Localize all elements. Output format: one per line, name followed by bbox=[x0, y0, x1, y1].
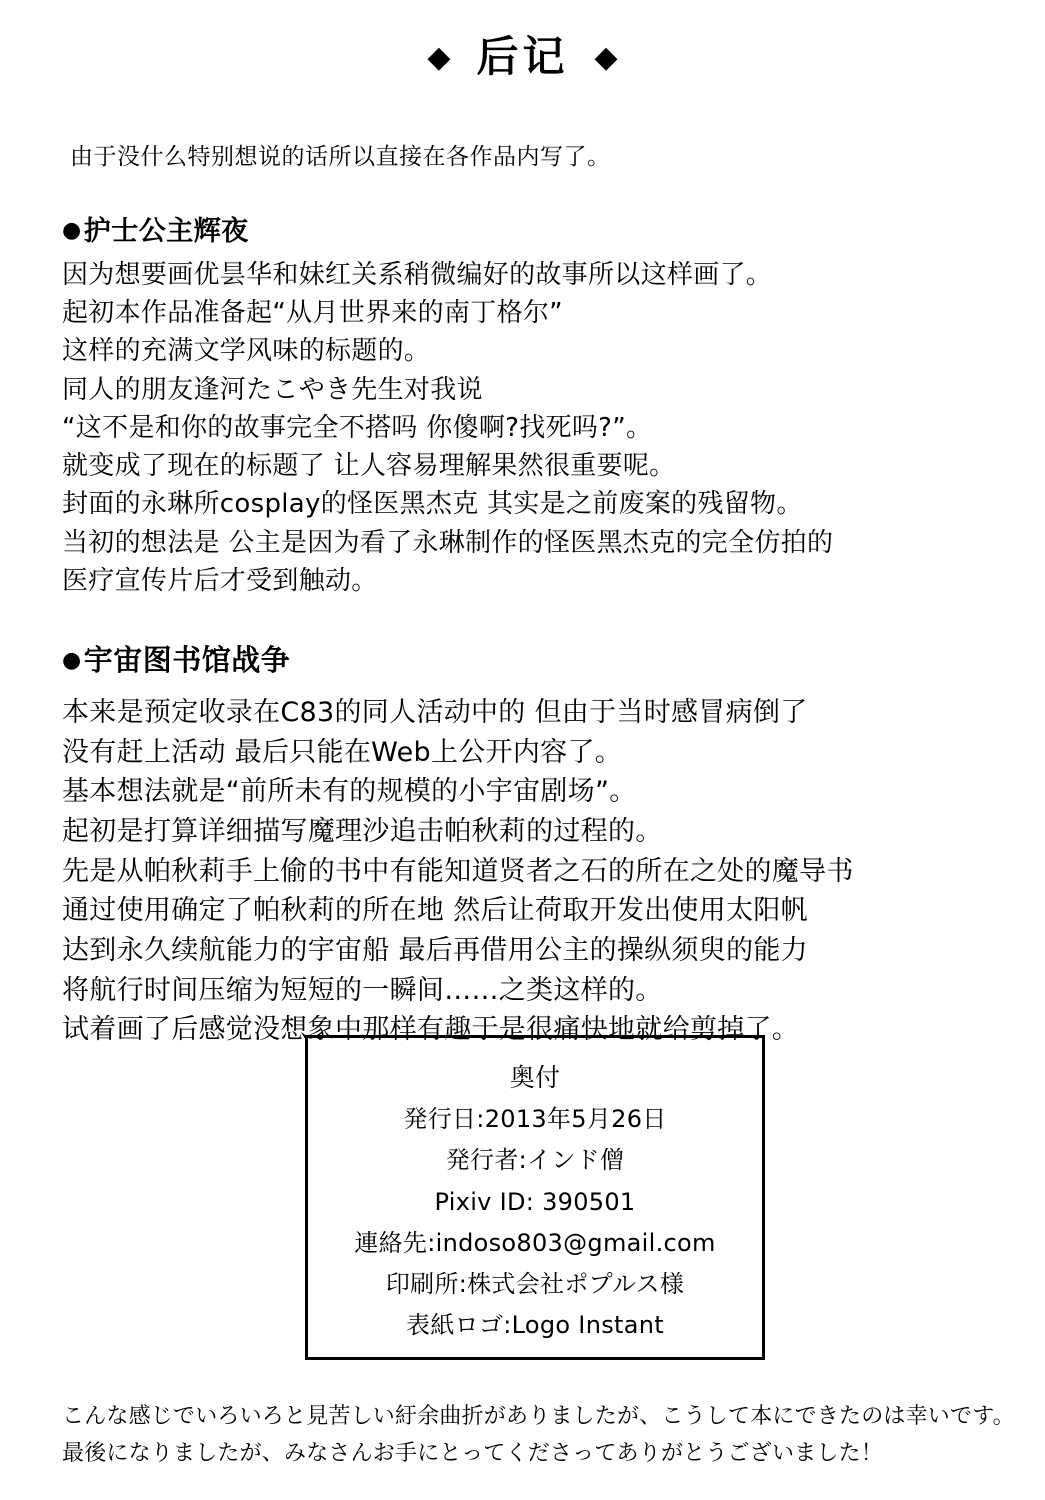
page-title: 后记 bbox=[476, 32, 569, 81]
bullet-icon: ● bbox=[62, 647, 82, 673]
section-1-line: 起初本作品准备起“从月世界来的南丁格尔” bbox=[62, 298, 563, 329]
section-2-line: 先是从帕秋莉手上偷的书中有能知道贤者之石的所在之处的魔导书 bbox=[62, 855, 854, 887]
section-heading-2-text: 宇宙图书馆战争 bbox=[83, 642, 291, 677]
section-2-line: 没有赶上活动 最后只能在Web上公开内容了。 bbox=[62, 736, 623, 768]
colophon-contact-email: 連絡先:indoso803@gmail.com bbox=[354, 1228, 716, 1257]
colophon-box bbox=[305, 1035, 765, 1360]
diamond-right-icon: ◆ bbox=[594, 40, 618, 75]
footer-note bbox=[62, 1398, 1015, 1473]
colophon-publisher: 発行者:インド僧 bbox=[445, 1146, 625, 1175]
section-1-line: 封面的永琳所cosplay的怪医黑杰克 其实是之前废案的残留物。 bbox=[62, 489, 803, 520]
section-2-line: 通过使用确定了帕秋莉的所在地 然后让荷取开发出使用太阳帆 bbox=[62, 895, 808, 927]
section-1-line: 同人的朋友逢河たこやき先生对我说 bbox=[62, 374, 483, 405]
section-1-line: 当初的想法是 公主是因为看了永琳制作的怪医黑杰克的完全仿拍的 bbox=[62, 527, 834, 558]
section-1-line: 这样的充满文学风味的标题的。 bbox=[62, 336, 431, 367]
section-nurse-princess bbox=[62, 209, 1005, 600]
colophon-pixiv-id: Pixiv ID: 390501 bbox=[434, 1187, 636, 1216]
section-2-line: 起初是打算详细描写魔理沙追击帕秋莉的过程的。 bbox=[62, 816, 663, 848]
diamond-left-icon: ◆ bbox=[427, 40, 451, 75]
section-2-body bbox=[62, 693, 1005, 1050]
section-heading-2 bbox=[62, 638, 1005, 679]
section-1-line: 医疗宣传片后才受到触动。 bbox=[62, 565, 378, 596]
section-1-line: 因为想要画优昙华和妹红关系稍微编好的故事所以这样画了。 bbox=[62, 260, 773, 290]
intro-paragraph: 由于没什么特别想说的话所以直接在各作品内写了。 bbox=[70, 144, 611, 170]
footer-line: 最後になりましたが、みなさんお手にとってくださってありがとうございました！ bbox=[62, 1441, 883, 1467]
section-2-line: 将航行时间压缩为短短的一瞬间……之类这样的。 bbox=[62, 974, 663, 1006]
section-1-line: “这不是和你的故事完全不搭吗 你傻啊?找死吗?”。 bbox=[62, 412, 653, 443]
section-2-line: 试着画了后感觉没想象中那样有趣于是很痛快地就给剪掉了。 bbox=[62, 1014, 800, 1046]
page-title-row bbox=[0, 0, 1045, 81]
colophon-printer: 印刷所:株式会社ポプルス様 bbox=[385, 1270, 685, 1299]
colophon-cover-logo: 表紙ロゴ:Logo Instant bbox=[406, 1311, 664, 1340]
section-space-library-war bbox=[62, 638, 1005, 1050]
bullet-icon: ● bbox=[62, 218, 82, 243]
section-2-line: 基本想法就是“前所未有的规模的小宇宙剧场”。 bbox=[62, 776, 637, 808]
section-heading-1 bbox=[62, 209, 1005, 248]
section-heading-1-text: 护士公主辉夜 bbox=[83, 216, 249, 247]
section-2-line: 达到永久续航能力的宇宙船 最后再借用公主的操纵须臾的能力 bbox=[62, 935, 808, 967]
colophon-title: 奥付 bbox=[509, 1063, 561, 1092]
section-1-line: 就变成了现在的标题了 让人容易理解果然很重要呢。 bbox=[62, 451, 676, 482]
footer-line: こんな感じでいろいろと見苦しい紆余曲折がありましたが、こうして本にできたのは幸いです。 bbox=[62, 1404, 1015, 1429]
colophon-publish-date: 発行日:2013年5月26日 bbox=[403, 1105, 667, 1133]
section-2-line: 本来是预定收录在C83的同人活动中的 但由于当时感冒病倒了 bbox=[62, 696, 808, 728]
